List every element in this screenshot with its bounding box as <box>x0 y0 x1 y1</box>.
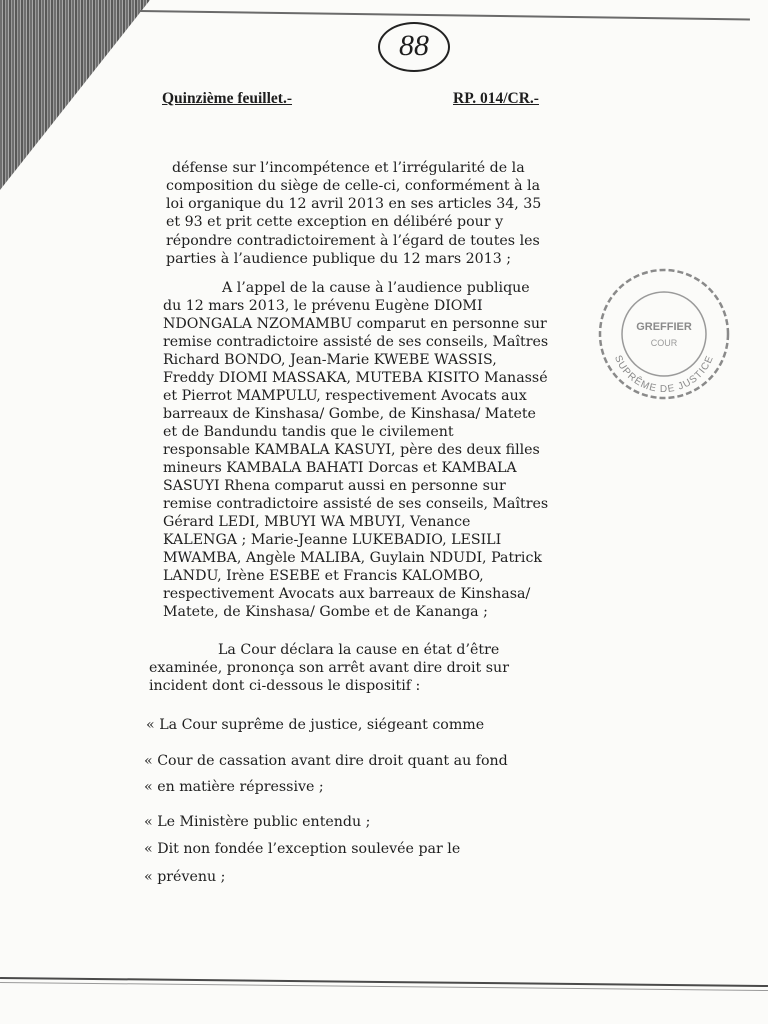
quoted-line: « Le Ministère public entendu ; <box>144 814 371 830</box>
text-line: NDONGALA NZOMAMBU comparut en personne sur <box>163 316 547 332</box>
scan-corner-shadow <box>0 0 150 190</box>
quoted-line: « Dit non fondée l’exception soulevée par le <box>144 841 461 857</box>
text-line: LANDU, Irène ESEBE et Francis KALOMBO, <box>163 568 484 584</box>
text-line: MWAMBA, Angèle MALIBA, Guylain NDUDI, Patrick <box>163 550 543 566</box>
court-seal-stamp <box>594 264 734 404</box>
text-line: et Pierrot MAMPULU, respectivement Avocats aux <box>163 388 527 404</box>
text-line: composition du siège de celle-ci, conformément à la <box>166 178 541 194</box>
text-line: KALENGA ; Marie-Jeanne LUKEBADIO, LESILI <box>163 532 502 548</box>
text-line: responsable KAMBALA KASUYI, père des deux filles <box>163 442 540 458</box>
text-line: mineurs KAMBALA BAHATI Dorcas et KAMBALA <box>163 460 517 476</box>
text-line: incident dont ci-dessous le dispositif : <box>149 678 421 694</box>
text-line: Gérard LEDI, MBUYI WA MBUYI, Venance <box>163 514 471 530</box>
quoted-line: « Cour de cassation avant dire droit quant au fond <box>144 753 508 769</box>
svg-text:COUR: COUR <box>650 338 678 348</box>
text-line: Freddy DIOMI MASSAKA, MUTEBA KISITO Manassé <box>163 370 548 386</box>
quoted-line: « en matière répressive ; <box>144 779 324 795</box>
scan-top-edge <box>140 10 750 21</box>
svg-text:SUPRÊME DE JUSTICE: SUPRÊME DE JUSTICE <box>611 353 717 396</box>
page-number: 88 <box>378 22 450 72</box>
text-line: remise contradictoire assisté de ses conseils, Maîtres <box>163 496 549 512</box>
quoted-line: « La Cour suprême de justice, siégeant comme <box>146 717 485 733</box>
text-line: et de Bandundu tandis que le civilement <box>163 424 454 440</box>
sheet-label: Quinzième feuillet.- <box>162 90 292 107</box>
text-line: du 12 mars 2013, le prévenu Eugène DIOMI <box>163 298 483 314</box>
text-line: et 93 et prit cette exception en délibéré pour y <box>166 214 504 230</box>
text-line: parties à l’audience publique du 12 mars 2013 ; <box>166 251 512 267</box>
text-line: répondre contradictoirement à l’égard de toutes les <box>166 233 540 249</box>
text-line: La Cour déclara la cause en état d’être <box>218 642 500 658</box>
text-line: respectivement Avocats aux barreaux de Kinshasa/ <box>163 586 531 602</box>
text-line: examinée, prononça son arrêt avant dire droit sur <box>149 660 509 676</box>
quoted-line: « prévenu ; <box>144 869 226 885</box>
case-reference: RP. 014/CR.- <box>453 90 539 107</box>
svg-text:GREFFIER: GREFFIER <box>636 321 692 333</box>
text-line: SASUYI Rhena comparut aussi en personne sur <box>163 478 506 494</box>
text-line: loi organique du 12 avril 2013 en ses articles 34, 35 <box>166 196 542 212</box>
text-line: Richard BONDO, Jean-Marie KWEBE WASSIS, <box>163 352 497 368</box>
text-line: défense sur l’incompétence et l’irrégularité de la <box>172 160 525 176</box>
text-line: A l’appel de la cause à l’audience publique <box>222 280 530 296</box>
text-line: barreaux de Kinshasa/ Gombe, de Kinshasa/ Matete <box>163 406 536 422</box>
text-line: Matete, de Kinshasa/ Gombe et de Kananga ; <box>163 604 488 620</box>
text-line: remise contradictoire assisté de ses conseils, Maîtres <box>163 334 549 350</box>
